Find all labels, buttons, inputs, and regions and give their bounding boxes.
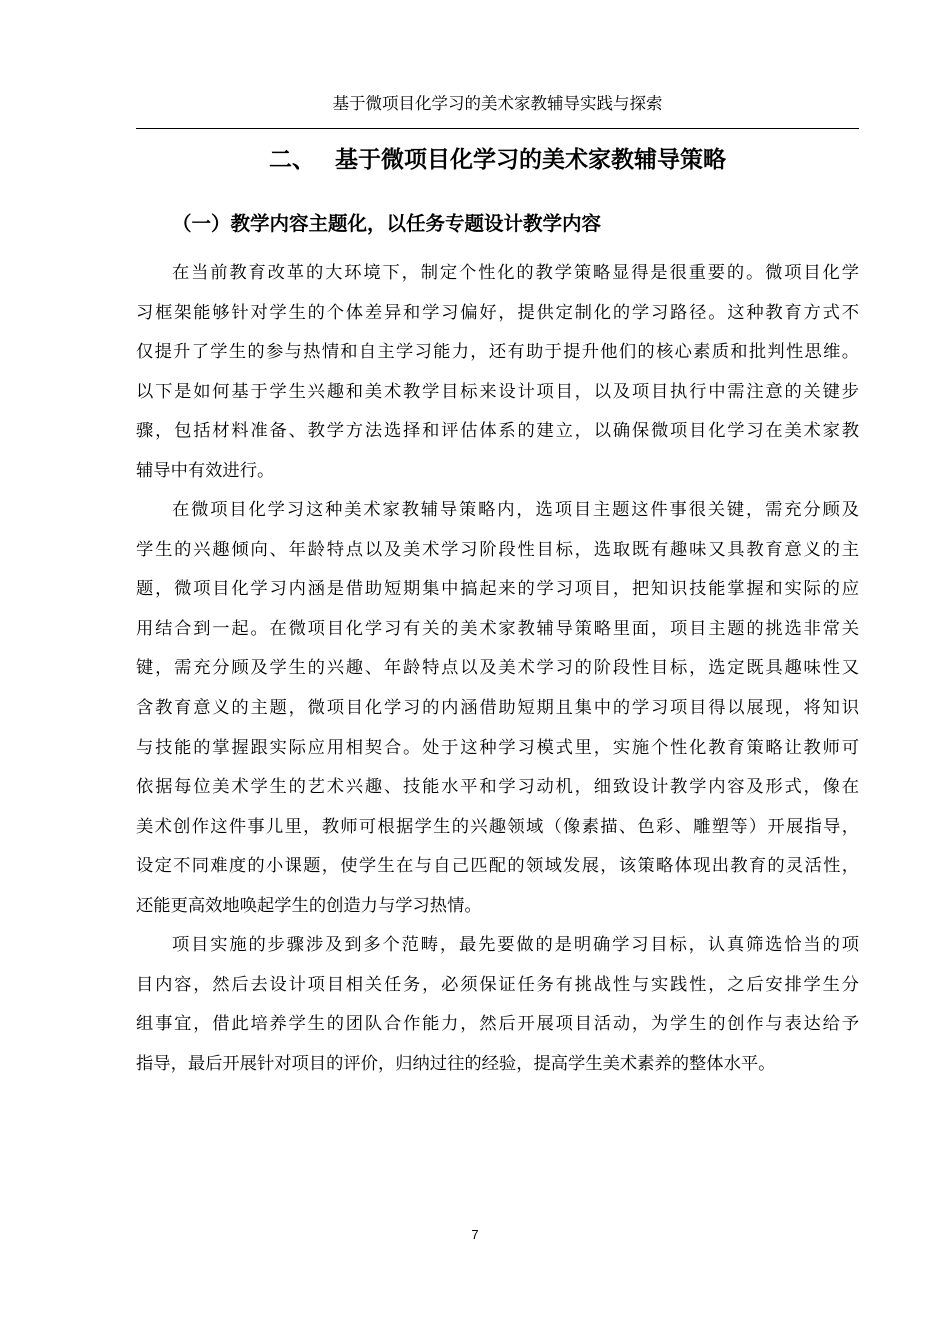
text-line: 用结合到一起。在微项目化学习有关的美术家教辅导策略里面，项目主题的挑选非常关 (136, 618, 859, 639)
text-line: 目内容，然后去设计项目相关任务，必须保证任务有挑战性与实践性，之后安排学生分 (136, 974, 859, 995)
text-line: 设定不同难度的小课题，使学生在与自己匹配的领域发展，该策略体现出教育的灵活性， (136, 856, 859, 877)
text-line: 在微项目化学习这种美术家教辅导策略内，选项目主题这件事很关键，需充分顾及 (172, 500, 859, 521)
text-line: 辅导中有效进行。 (136, 460, 275, 481)
text-line: 组事宜，借此培养学生的团队合作能力，然后开展项目活动，为学生的创作与表达给予 (136, 1014, 859, 1035)
chapter-heading (136, 142, 859, 178)
text-line: 以下是如何基于学生兴趣和美术教学目标来设计项目，以及项目执行中需注意的关键步 (136, 381, 859, 402)
text-line: 与技能的掌握跟实际应用相契合。处于这种学习模式里，实施个性化教育策略让教师可 (136, 737, 859, 758)
paragraph (136, 926, 859, 1084)
text-line: 骤，包括材料准备、教学方法选择和评估体系的建立，以确保微项目化学习在美术家教 (136, 421, 859, 442)
text-line: 含教育意义的主题，微项目化学习的内涵借助短期且集中的学习项目得以展现，将知识 (136, 698, 859, 719)
text-line: 依据每位美术学生的艺术兴趣、技能水平和学习动机，细致设计教学内容及形式，像在 (136, 777, 859, 798)
text-line: 美术创作这件事儿里，教师可根据学生的兴趣领域（像素描、色彩、雕塑等）开展指导， (136, 816, 859, 837)
text-line: 还能更高效地唤起学生的创造力与学习热情。 (136, 895, 482, 916)
text-line: 键，需充分顾及学生的兴趣、年龄特点以及美术学习的阶段性目标，选定既具趣味性又 (136, 658, 859, 679)
chapter-number: 二、 (269, 147, 315, 173)
running-header: 基于微项目化学习的美术家教辅导实践与探索 (332, 94, 663, 113)
body-text (136, 254, 859, 1084)
chapter-title: 基于微项目化学习的美术家教辅导策略 (335, 147, 726, 173)
header-rule (136, 128, 859, 129)
text-line: 题，微项目化学习内涵是借助短期集中搞起来的学习项目，把知识技能掌握和实际的应 (136, 579, 859, 600)
text-line: 习框架能够针对学生的个体差异和学习偏好，提供定制化的学习路径。这种教育方式不 (136, 302, 859, 323)
text-line: 仅提升了学生的参与热情和自主学习能力，还有助于提升他们的核心素质和批判性思维。 (136, 342, 859, 363)
text-line: 学生的兴趣倾向、年龄特点以及美术学习阶段性目标，选取既有趣味又具教育意义的主 (136, 539, 859, 560)
text-line: 在当前教育改革的大环境下，制定个性化的教学策略显得是很重要的。微项目化学 (172, 263, 859, 283)
section-heading: （一）教学内容主题化，以任务专题设计教学内容 (172, 212, 602, 235)
paragraph (136, 491, 859, 926)
page-number: 7 (471, 1227, 479, 1242)
text-line: 项目实施的步骤涉及到多个范畴，最先要做的是明确学习目标，认真筛选恰当的项 (172, 935, 859, 956)
paragraph (136, 254, 859, 491)
text-line: 指导，最后开展针对项目的评价，归纳过往的经验，提高学生美术素养的整体水平。 (136, 1053, 776, 1074)
